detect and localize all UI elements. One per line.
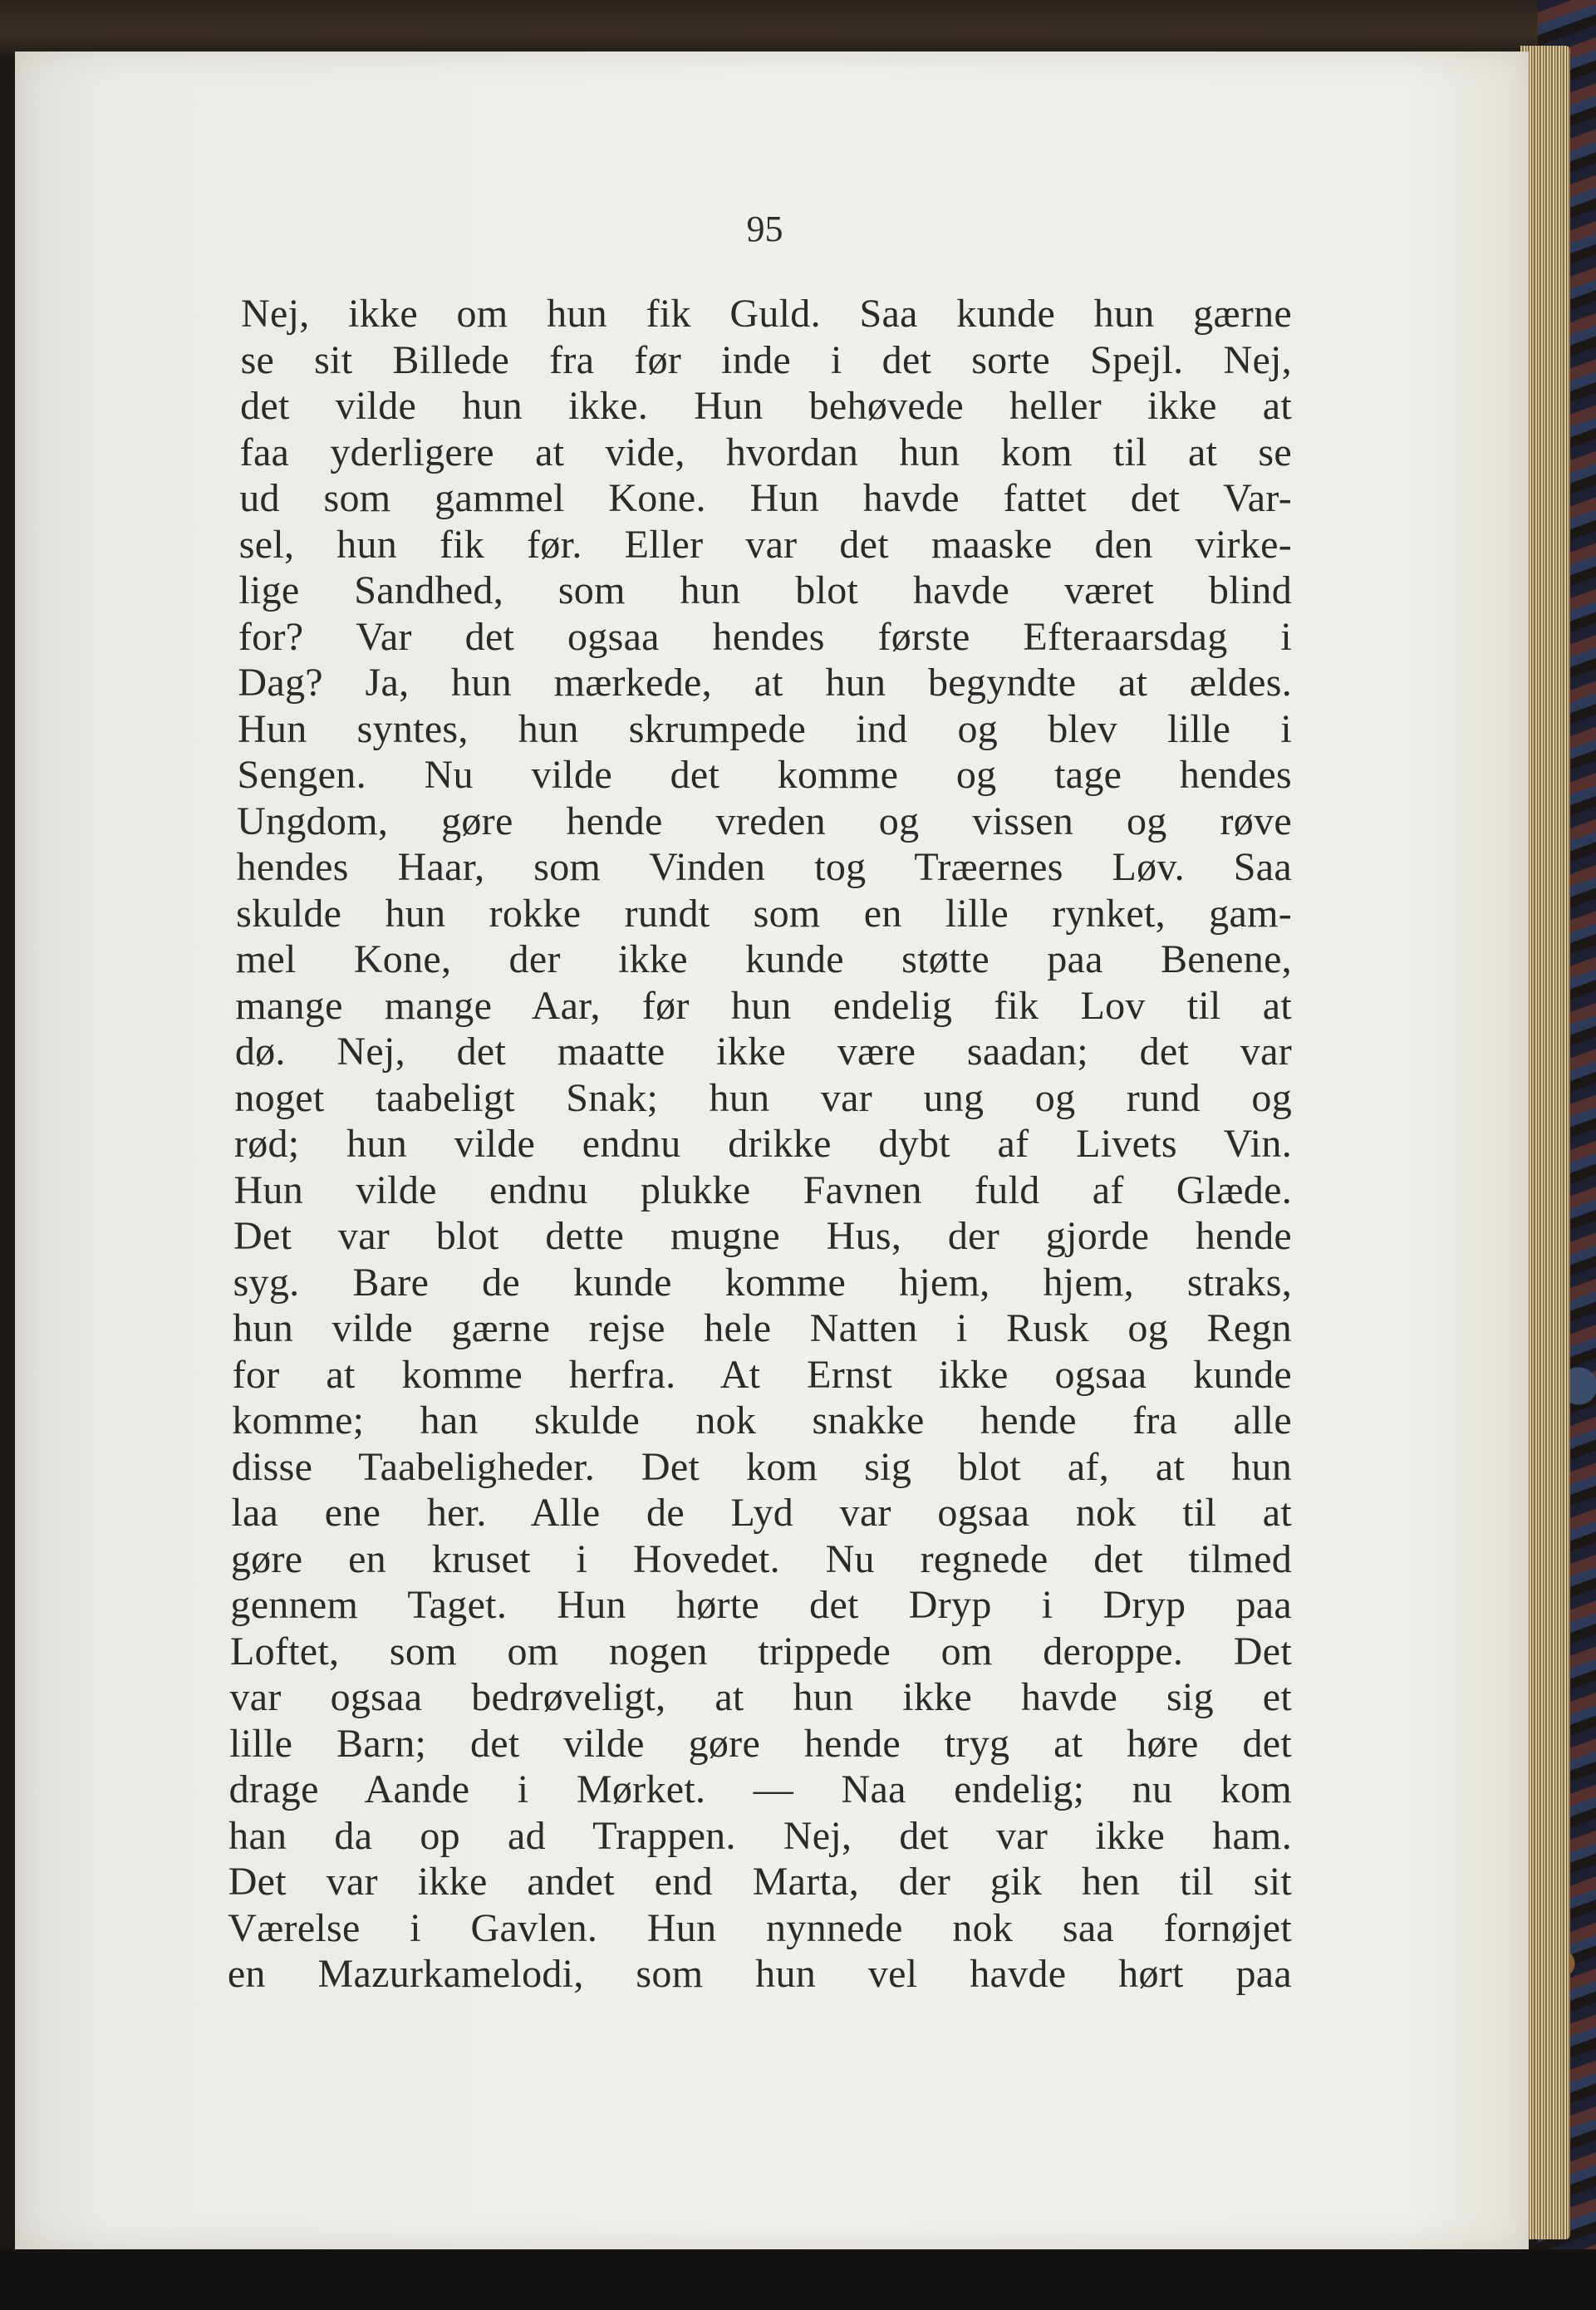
text-line: Det var blot dette mugne Hus, der gjorde hende	[233, 1214, 1292, 1258]
text-line: Sengen. Nu vilde det komme og tage hendes	[237, 753, 1292, 797]
text-line: laa ene her. Alle de Lyd var ogsaa nok til at	[231, 1491, 1292, 1535]
text-line: komme; han skulde nok snakke hende fra alle	[232, 1398, 1292, 1443]
text-line: hun vilde gærne rejse hele Natten i Rusk og Regn	[233, 1306, 1292, 1350]
text-line: han da op ad Trappen. Nej, det var ikke ham.	[228, 1813, 1292, 1858]
text-line: Hun syntes, hun skrumpede ind og blev lille i	[237, 706, 1292, 751]
text-line: rød; hun vilde endnu drikke dybt af Livets Vin.	[233, 1122, 1292, 1166]
text-line: for? Var det ogsaa hendes første Efteraarsdag i	[238, 614, 1292, 659]
text-line: Nej, ikke om hun fik Guld. Saa kunde hun gærne	[241, 292, 1292, 336]
text-line: mel Kone, der ikke kunde støtte paa Benene,	[235, 937, 1292, 981]
text-line: Hun vilde endnu plukke Favnen fuld af Glæde.	[233, 1167, 1292, 1212]
text-line: skulde hun rokke rundt som en lille rynket, gam-	[236, 891, 1292, 936]
text-line: Dag? Ja, hun mærkede, at hun begyndte at ældes.	[238, 661, 1292, 705]
page-number: 95	[746, 209, 783, 249]
text-line: se sit Billede fra før inde i det sorte Spejl. Nej,	[240, 337, 1292, 382]
text-line: Ungdom, gøre hende vreden og vissen og røve	[237, 799, 1292, 843]
text-line: noget taabeligt Snak; hun var ung og rund og	[234, 1075, 1292, 1120]
book-top-edge	[0, 0, 1596, 58]
text-line: en Mazurkamelodi, som hun vel havde hørt paa	[227, 1952, 1292, 1996]
text-line: det vilde hun ikke. Hun behøvede heller ikke at	[240, 384, 1292, 428]
text-line: ud som gammel Kone. Hun havde fattet det Var-	[239, 476, 1292, 520]
body-text	[227, 291, 1292, 1998]
text-line: hendes Haar, som Vinden tog Træernes Løv. Saa	[236, 845, 1292, 889]
text-line: dø. Nej, det maatte ikke være saadan; det var	[234, 1030, 1292, 1074]
text-line: syg. Bare de kunde komme hjem, hjem, straks,	[233, 1260, 1292, 1305]
text-line: faa yderligere at vide, hvordan hun kom til at se	[239, 430, 1292, 474]
text-line: mange mange Aar, før hun endelig fik Lov til at	[235, 983, 1292, 1028]
text-line: disse Taabeligheder. Det kom sig blot af, at hun	[231, 1444, 1292, 1489]
text-line: Loftet, som om nogen trippede om deroppe. Det	[229, 1629, 1292, 1674]
text-line: drage Aande i Mørket. — Naa endelig; nu kom	[228, 1767, 1292, 1811]
text-line: for at komme herfra. At Ernst ikke ogsaa kunde	[232, 1352, 1292, 1397]
text-line: lige Sandhed, som hun blot havde været blind	[238, 568, 1292, 612]
text-line: Værelse i Gavlen. Hun nynnede nok saa fornøjet	[228, 1905, 1292, 1950]
text-line: Det var ikke andet end Marta, der gik hen til sit	[228, 1860, 1292, 1904]
text-line: sel, hun fik før. Eller var det maaske den virke-	[238, 522, 1292, 567]
text-line: gøre en kruset i Hovedet. Nu regnede det tilmed	[230, 1536, 1292, 1581]
text-line: gennem Taget. Hun hørte det Dryp i Dryp paa	[230, 1583, 1292, 1627]
text-line: lille Barn; det vilde gøre hende tryg at høre det	[229, 1721, 1292, 1766]
bottom-shadow	[0, 2249, 1596, 2310]
text-line: var ogsaa bedrøveligt, at hun ikke havde sig et	[229, 1675, 1292, 1719]
